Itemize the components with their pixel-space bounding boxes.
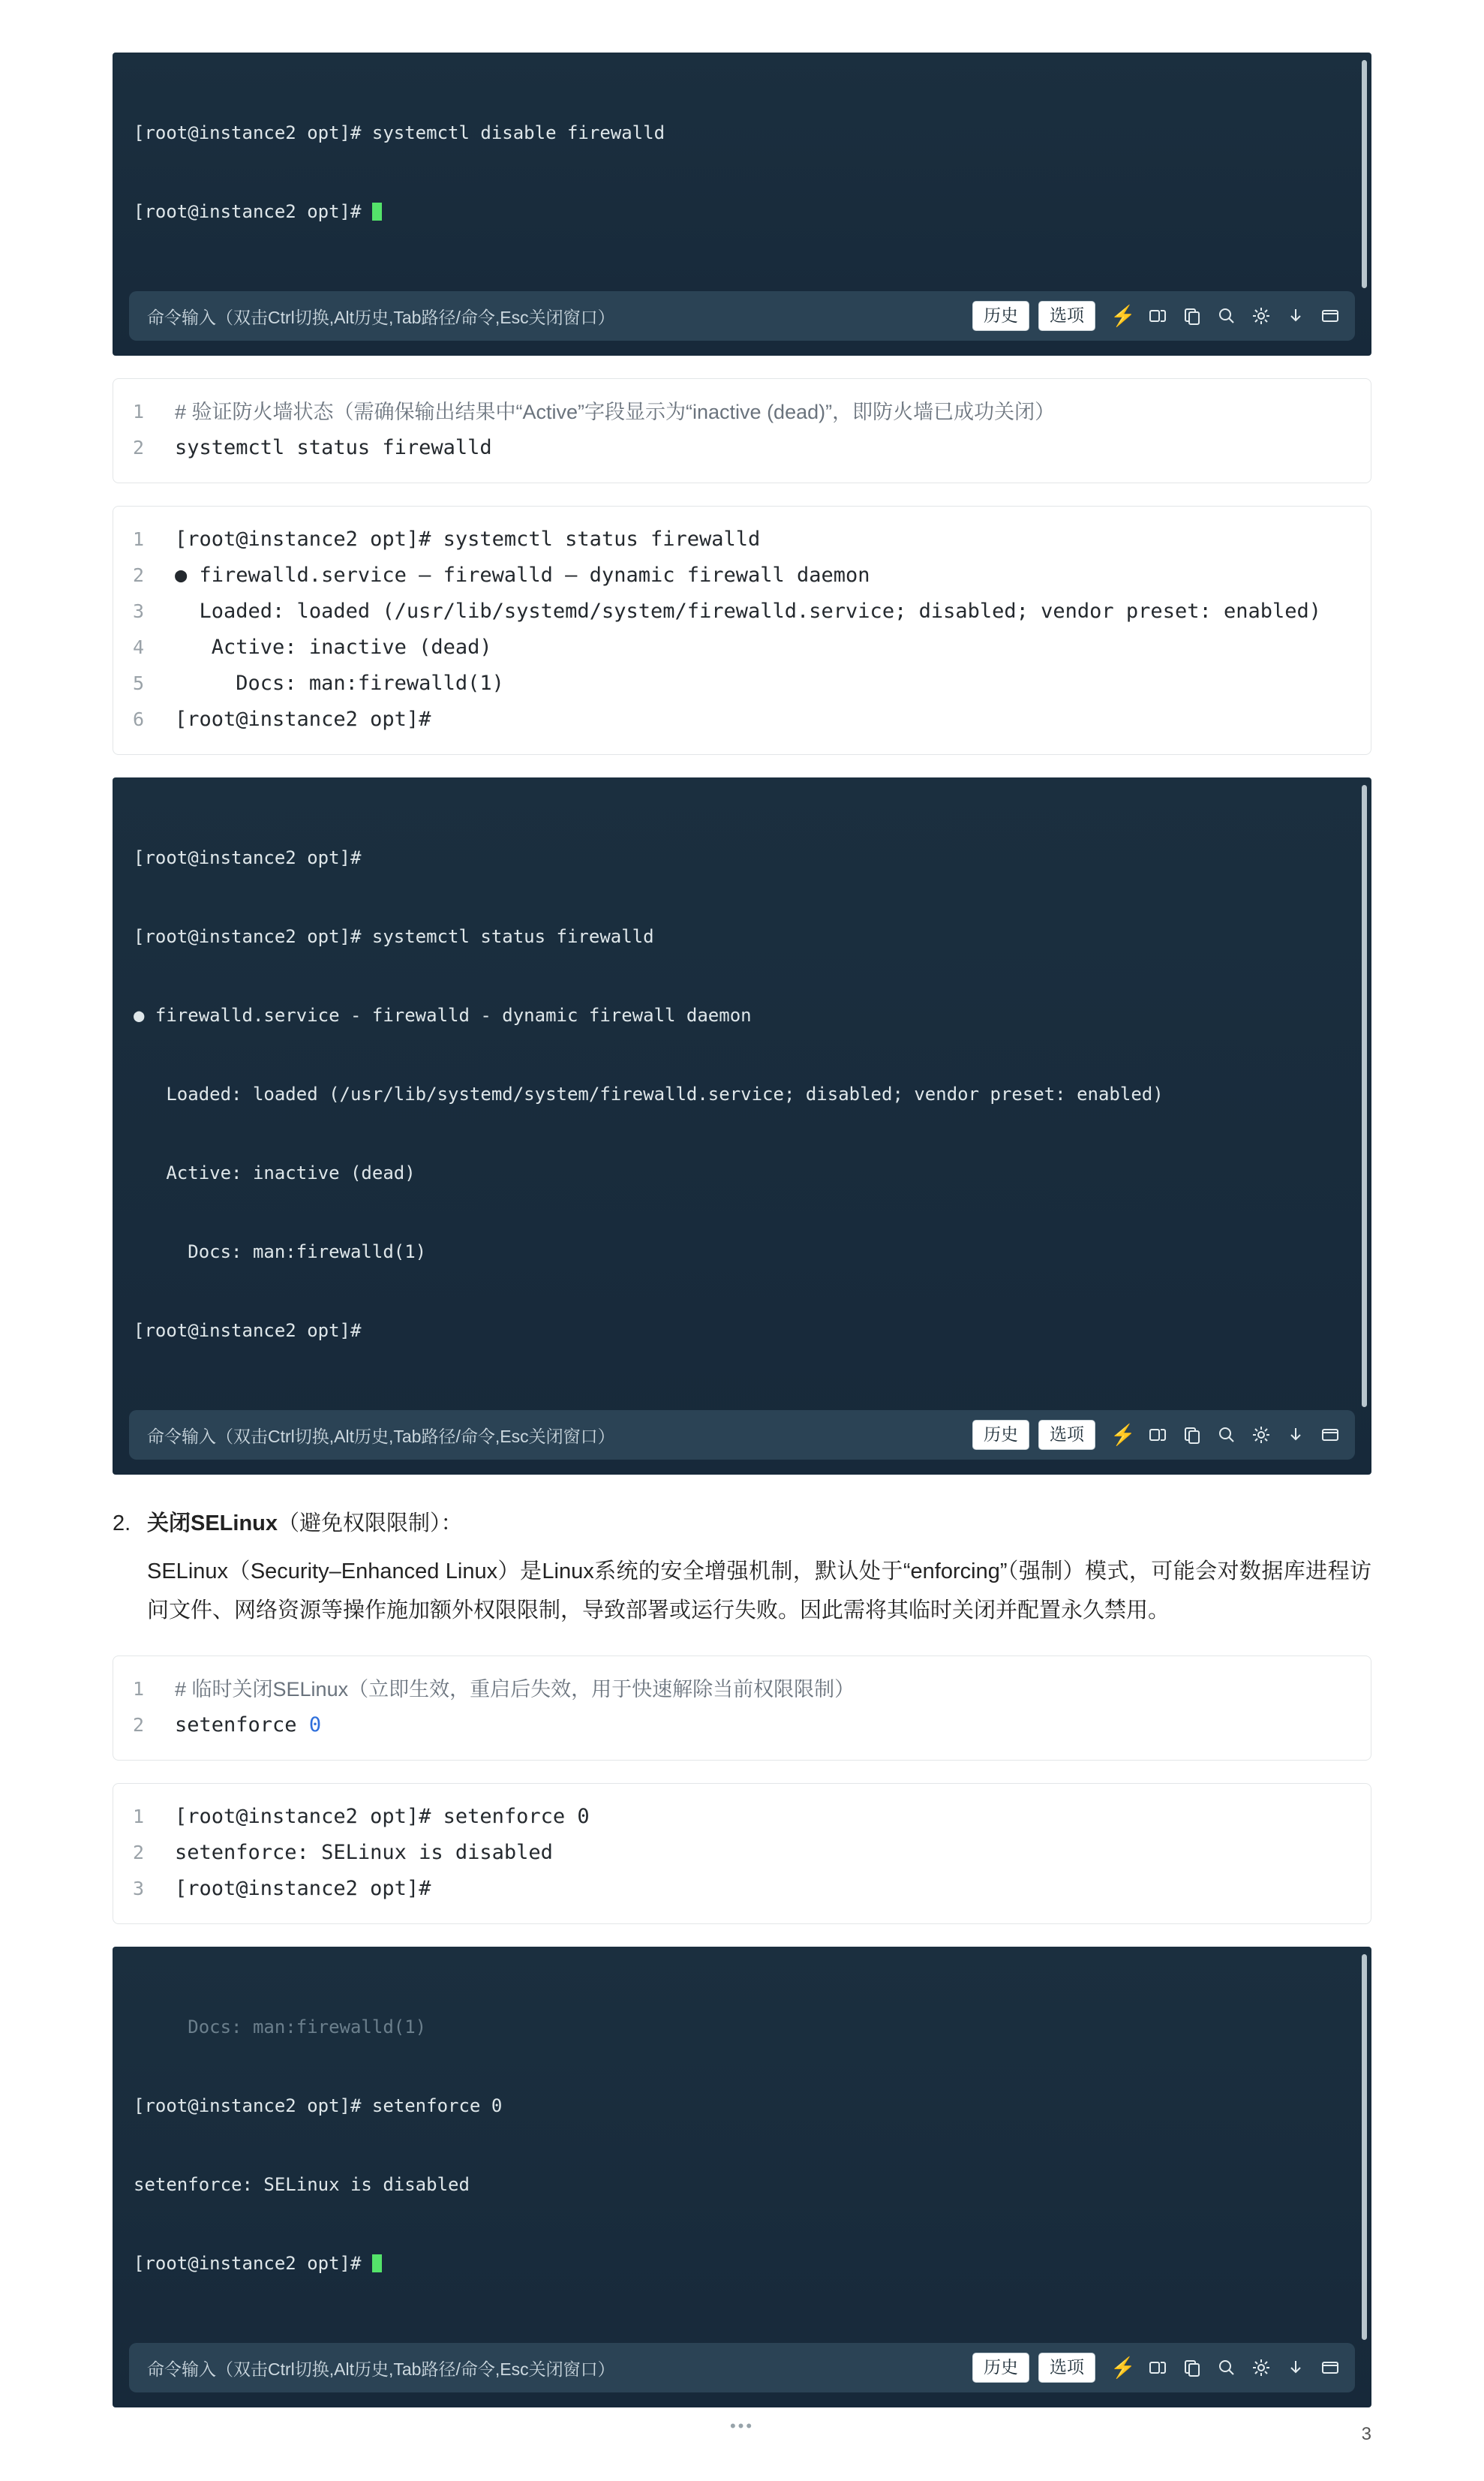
code-command: setenforce xyxy=(175,1713,309,1737)
terminal-command-input[interactable]: 命令输入（双击Ctrl切换,Alt历史,Tab路径/命令,Esc关闭窗口） xyxy=(147,2359,615,2379)
split-screen-icon[interactable] xyxy=(1146,1424,1169,1446)
code-line xyxy=(133,1871,1351,1907)
code-content: # 临时关闭SELinux（立即生效，重启后失效，用于快速解除当前权限限制） xyxy=(175,1678,855,1701)
download-icon[interactable] xyxy=(1284,1424,1307,1446)
line-number: 1 xyxy=(133,1678,145,1701)
line-number: 6 xyxy=(133,708,145,730)
code-line xyxy=(133,522,1351,558)
line-number: 1 xyxy=(133,401,145,423)
history-button[interactable]: 历史 xyxy=(972,1420,1029,1450)
code-content: [root@instance2 opt]# setenforce 0 xyxy=(175,1805,590,1829)
code-line xyxy=(133,1835,1351,1871)
terminal-scrollbar[interactable] xyxy=(1362,1954,1367,2340)
code-line xyxy=(133,558,1351,594)
code-line xyxy=(133,630,1351,666)
split-screen-icon[interactable] xyxy=(1146,305,1169,327)
terminal-input-bar[interactable] xyxy=(129,1410,1355,1460)
terminal-prompt: [root@instance2 opt]# xyxy=(134,201,372,222)
terminal-command-input[interactable]: 命令输入（双击Ctrl切换,Alt历史,Tab路径/命令,Esc关闭窗口） xyxy=(147,307,615,327)
code-line xyxy=(133,430,1351,466)
code-block-2 xyxy=(113,506,1371,755)
bolt-icon[interactable]: ⚡ xyxy=(1110,1423,1136,1446)
terminal-output-1 xyxy=(113,53,1371,285)
terminal-line: ● firewalld.service - firewalld - dynamic firewall daemon xyxy=(134,1005,752,1026)
line-number: 1 xyxy=(133,1806,145,1828)
terminal-input-bar[interactable] xyxy=(129,2343,1355,2392)
history-button[interactable]: 历史 xyxy=(972,2353,1029,2383)
section-title: 关闭SELinux xyxy=(147,1511,278,1535)
terminal-toolbar[interactable] xyxy=(1112,1424,1341,1446)
terminal-output-3 xyxy=(113,1947,1371,2337)
code-line xyxy=(133,394,1351,430)
code-content: [root@instance2 opt]# xyxy=(175,708,431,731)
section-number: 2. xyxy=(113,1511,131,1535)
code-line xyxy=(133,666,1351,702)
terminal-line: [root@instance2 opt]# setenforce 0 xyxy=(134,2095,503,2117)
code-line xyxy=(133,702,1351,738)
terminal-prompt: [root@instance2 opt]# xyxy=(134,2253,372,2275)
code-block-1 xyxy=(113,378,1371,483)
resize-handle[interactable]: ••• xyxy=(729,2416,755,2436)
terminal-line: [root@instance2 opt]# systemctl status firewalld xyxy=(134,926,654,947)
code-line xyxy=(133,1671,1351,1707)
code-content xyxy=(175,1707,1351,1743)
code-argument: 0 xyxy=(308,1713,322,1737)
code-content: ● firewalld.service – firewalld – dynamic firewall daemon xyxy=(175,564,870,587)
section-title-suffix: （避免权限限制）： xyxy=(278,1511,463,1535)
line-number: 4 xyxy=(133,636,145,658)
terminal-toolbar[interactable] xyxy=(1112,2356,1341,2379)
code-content: Docs: man:firewalld(1) xyxy=(175,672,504,695)
gear-icon[interactable] xyxy=(1250,305,1272,327)
line-number: 2 xyxy=(133,564,145,586)
search-icon[interactable] xyxy=(1215,2356,1238,2379)
code-content: Loaded: loaded (/usr/lib/systemd/system/firewalld.service; disabled; vendor preset: enabled) xyxy=(175,600,1322,623)
terminal-command-input[interactable]: 命令输入（双击Ctrl切换,Alt历史,Tab路径/命令,Esc关闭窗口） xyxy=(147,1426,615,1446)
terminal-line: Loaded: loaded (/usr/lib/systemd/system/firewalld.service; disabled; vendor preset: enabled) xyxy=(134,1084,1164,1105)
code-content: # 验证防火墙状态（需确保输出结果中“Active”字段显示为“inactive (dead)”，即防火墙已成功关闭） xyxy=(175,401,1056,423)
terminal-line: [root@instance2 opt]# xyxy=(134,847,362,868)
terminal-window-3[interactable] xyxy=(113,1947,1371,2407)
terminal-input-bar[interactable] xyxy=(129,291,1355,341)
window-icon[interactable] xyxy=(1319,305,1341,327)
code-line xyxy=(133,594,1351,630)
line-number: 2 xyxy=(133,437,145,459)
terminal-line: Active: inactive (dead) xyxy=(134,1162,416,1183)
gear-icon[interactable] xyxy=(1250,2356,1272,2379)
line-number: 5 xyxy=(133,672,145,694)
options-button[interactable]: 选项 xyxy=(1038,1420,1095,1450)
terminal-cursor xyxy=(372,2254,382,2272)
bolt-icon[interactable]: ⚡ xyxy=(1110,2356,1136,2379)
line-number: 2 xyxy=(133,1714,145,1737)
terminal-line: [root@instance2 opt]# xyxy=(134,1320,362,1341)
search-icon[interactable] xyxy=(1215,305,1238,327)
line-number: 3 xyxy=(133,1878,145,1900)
code-block-3 xyxy=(113,1656,1371,1761)
code-line xyxy=(133,1707,1351,1743)
section-heading-2 xyxy=(113,1508,1371,1539)
terminal-scrollbar[interactable] xyxy=(1362,785,1367,1407)
terminal-cursor xyxy=(372,203,382,221)
terminal-window-1[interactable] xyxy=(113,53,1371,356)
copy-icon[interactable] xyxy=(1181,1424,1203,1446)
terminal-line: Docs: man:firewalld(1) xyxy=(134,2016,427,2038)
copy-icon[interactable] xyxy=(1181,305,1203,327)
code-line xyxy=(133,1799,1351,1835)
terminal-line xyxy=(134,2251,1350,2277)
terminal-line: [root@instance2 opt]# systemctl disable firewalld xyxy=(134,122,665,143)
search-icon[interactable] xyxy=(1215,1424,1238,1446)
code-block-4 xyxy=(113,1783,1371,1924)
terminal-line xyxy=(134,199,1350,225)
split-screen-icon[interactable] xyxy=(1146,2356,1169,2379)
download-icon[interactable] xyxy=(1284,305,1307,327)
line-number: 3 xyxy=(133,600,145,622)
code-content: [root@instance2 opt]# systemctl status firewalld xyxy=(175,528,761,551)
download-icon[interactable] xyxy=(1284,2356,1307,2379)
page-number: 3 xyxy=(1361,2424,1371,2445)
terminal-window-2[interactable] xyxy=(113,777,1371,1475)
terminal-line: Docs: man:firewalld(1) xyxy=(134,1241,427,1262)
terminal-output-2 xyxy=(113,777,1371,1404)
window-icon[interactable] xyxy=(1319,2356,1341,2379)
options-button[interactable]: 选项 xyxy=(1038,2353,1095,2383)
terminal-scrollbar[interactable] xyxy=(1362,60,1367,288)
gear-icon[interactable] xyxy=(1250,1424,1272,1446)
window-icon[interactable] xyxy=(1319,1424,1341,1446)
options-button[interactable]: 选项 xyxy=(1038,301,1095,331)
line-number: 2 xyxy=(133,1842,145,1864)
history-button[interactable]: 历史 xyxy=(972,301,1029,331)
bolt-icon[interactable]: ⚡ xyxy=(1110,304,1136,327)
code-content: setenforce: SELinux is disabled xyxy=(175,1841,553,1865)
code-content: systemctl status firewalld xyxy=(175,436,492,459)
section-paragraph: SELinux（Security–Enhanced Linux）是Linux系统的安全增强机制，默认处于“enforcing”（强制）模式，可能会对数据库进程访问文件、网络资源等操作施加额外权限限制，导致部署或运行失败。因此需将其临时关闭并配置永久禁用。 xyxy=(147,1559,1371,1622)
code-content: [root@instance2 opt]# xyxy=(175,1877,431,1901)
line-number: 1 xyxy=(133,528,145,550)
terminal-toolbar[interactable] xyxy=(1112,305,1341,327)
code-content: Active: inactive (dead) xyxy=(175,636,492,659)
copy-icon[interactable] xyxy=(1181,2356,1203,2379)
terminal-line: setenforce: SELinux is disabled xyxy=(134,2174,470,2196)
